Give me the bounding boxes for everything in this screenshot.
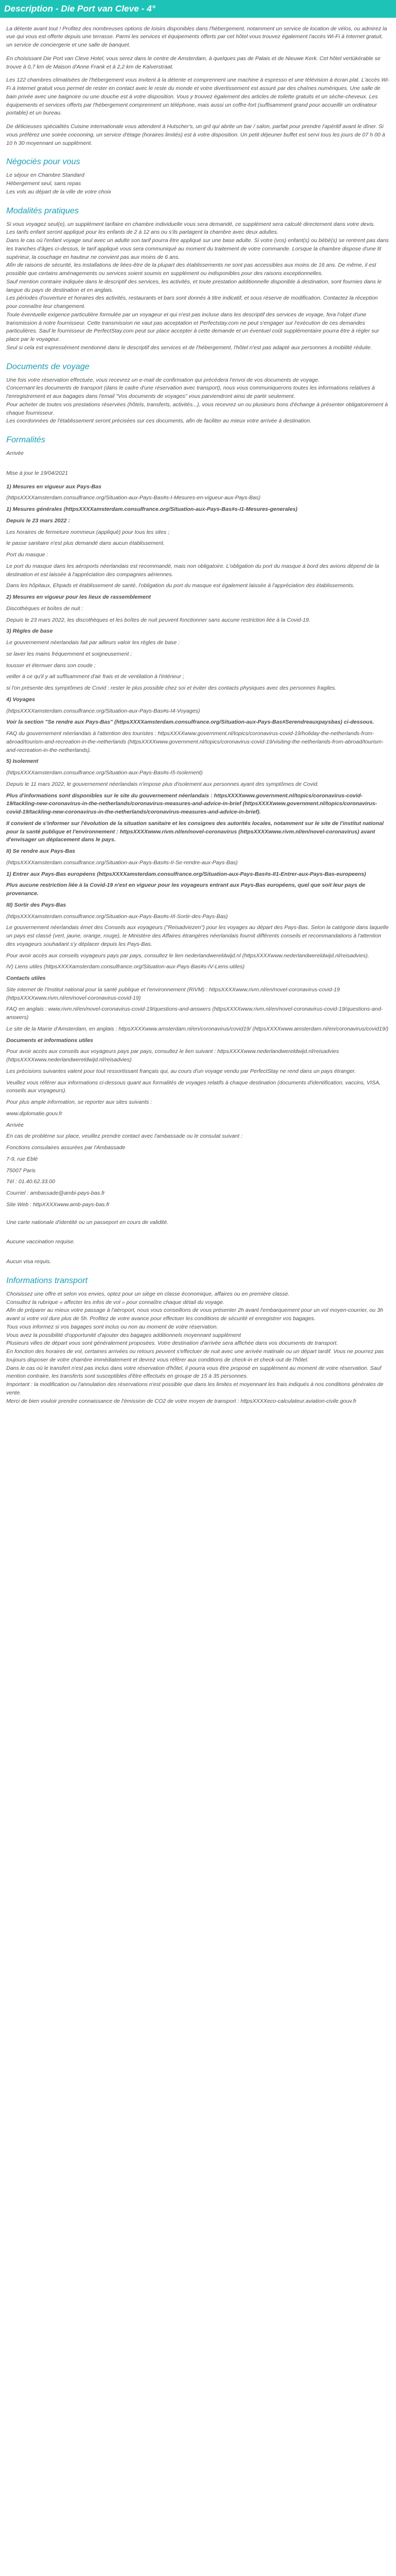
formalites-item: (httpsXXXXamsterdam.consulfrance.org/Situation-aux-Pays-Bas#s-I5-Isolement) (6, 770, 203, 776)
formalites-item: tousser et éternuer dans son coude ; (6, 662, 96, 669)
modalites-line: Seul si cela est expressément mentionné dans le descriptif des services et de l'hébergement, l'hôtel n'est pas adapté aux personnes à mobilité réduite. (6, 344, 372, 351)
description-section (6, 25, 390, 148)
transport-line: Plusieurs villes de départ vous sont généralement proposées. Votre destination d'arrivée sera affichée dans vos documents de transport. (6, 1340, 338, 1347)
transport-line: Important : la modification ou l'annulation des réservations n'est possible que dans les limites et moyennant les frais indiqués à nos conditions générales de vente. (6, 1381, 383, 1396)
formalites-item: Discothèques et boîtes de nuit : (6, 605, 84, 612)
formalites-item: 1) Mesures en vigueur aux Pays-Bas (6, 483, 102, 490)
documents-line: Une fois votre réservation effectuée, vous recevrez un e-mail de confirmation qui précédera l'envoi de vos documents de voyage. (6, 376, 320, 383)
formalites-item: (httpsXXXXamsterdam.consulfrance.org/Situation-aux-Pays-Bas#s-II-Se-rendre-aux-Pays-Bas) (6, 859, 238, 866)
documents-heading: Documents de voyage (6, 362, 90, 371)
formalites-item: Port du masque : (6, 552, 48, 558)
documents-line: Pour acheter de toutes vos prestations réservées (hôtels, transferts, activités...), vous recevrez un ou plusieurs bons d'échange à présenter obligatoirement à chaque fournisseur. (6, 401, 388, 416)
transport-line: Choisissez une offre et selon vos envies, optez pour un siège en classe économique, affaires ou en première classe. (6, 1290, 290, 1297)
formalites-item: IV) Liens utiles (httpsXXXXamsterdam.consulfrance.org/Situation-aux-Pays-Bas#s-IV-Liens-utiles) (6, 964, 244, 970)
formalites-item: Les horaires de fermeture nommeux (appliqué) pour tous les sites ; (6, 529, 170, 535)
formalites-visa: Aucun visa requis. (6, 1258, 51, 1265)
modalites-line: Sauf mention contraire indiquée dans le descriptif des services, les activités, et toute prestation additionnelle disponible à destination, sont fournies dans le langue du pays de destination et en anglais. (6, 278, 382, 293)
formalites-item: Fonctions consulaires assurées par l'Ambassade (6, 1144, 125, 1151)
formalites-item: si l'on présente des symptômes de Covid : rester le plus possible chez soi et éviter des contacts physiques avec des personnes fragiles. (6, 685, 336, 691)
documents-line: Les coordonnées de l'établissement seront précisées sur ces documents, afin de faciliter au mieux votre arrivée à destination. (6, 418, 311, 425)
transport-line: Consultez la rubrique « affecter les infos de vol » pour connaître chaque détail du voyage. (6, 1299, 225, 1306)
transport-heading: Informations transport (6, 1276, 88, 1285)
formalites-item: 1) Entrer aux Pays-Bas européens (httpsXXXXamsterdam.consulfrance.org/Situation-aux-Pays-Bas#s-II1-Entrer-aux-Pays-Bas-europeens) (6, 871, 366, 877)
negotiated-section (6, 156, 390, 196)
formalites-item: veiller à ce qu'il y ait suffisamment d'air frais et de ventilation à l'intérieur ; (6, 673, 184, 680)
formalites-identity: Une carte nationale d'identité ou un passeport en cours de validité. (6, 1219, 169, 1226)
formalites-section (6, 434, 390, 1266)
formalites-item: 5) Isolement (6, 758, 39, 765)
transport-section (6, 1275, 390, 1406)
formalites-item: www.diplomatie.gouv.fr (6, 1110, 63, 1117)
formalites-item: 3) Règles de base (6, 628, 53, 635)
formalites-intro: Arrivée (6, 450, 24, 456)
formalites-item: En cas de problème sur place, veuillez prendre contact avec l'ambassade ou le consulat suivant : (6, 1133, 243, 1140)
formalites-item: Tél : 01.40.62.33.00 (6, 1178, 55, 1185)
formalites-item: Plus d'informations sont disponibles sur le site du gouvernement néerlandais : httpsXXXXwww.government.nl/topics/coronavirus-covid-19/tackling-new-coronavirus-in-the-netherlands/coronavirus-measures-and-advice-in-brief (httpsXXXXwww.government.nl/topics/coronavirus-covid-19/tackling-new-coronavirus-in-the-netherlands/coronavirus-measures-and-advice-in-brief). (6, 792, 377, 815)
modalites-section (6, 205, 390, 352)
modalites-line: Toute éventuelle exigence particulière formulée par un voyageur et qui n'est pas incluse dans les descriptif des services de voyage, fera l'objet d'une transmission à notre fournisseur. Cette transmission ne vaut pas acceptation et Perfectstay.com ne peut s'engager sur l'exécution de ces demandes particulières. Sauf le fournisseur de PerfectStay.com peut sur place accepter à cette demande et un éventuel coût supplémentaire pourra être à régler sur place par le voyageur. (6, 311, 379, 342)
description-paragraph: De délicieuses spécialités Cuisine internationale vous attendent à Hutscher's, un gril qui abrite un bar / salon, parfait pour prendre l'apéritif avant le dîner. Si vous préférez une soirée cocooning, un service d'étage (horaires limités) est à votre disposition. Un petit déjeuner buffet est servi tous les jours de 07 h 00 à 10 h 30 moyennant un supplément. (6, 123, 386, 146)
description-paragraph: La détente avant tout ! Profitez des nombreuses options de loisirs disponibles dans l'hébergement, notamment un service de location de vélos, ou admirez la vue qui vous est offerte depuis une terrasse. Parmi les services et équipements offerts par cet hôtel vous trouvez également l'accès Wi-Fi à Internet gratuit, un service de conciergerie et une salle de banquet. (6, 25, 387, 48)
formalites-item: Veuillez vous référer aux informations ci-dessous quant aux formalités de voyages relatifs à chaque destination (documents d'identification, vaccins, VISA, conseils aux voyageurs). (6, 1079, 381, 1094)
documents-line: Concernant les documents de transport (dans le cadre d'une réservation avec transport), nous vous communiquerons toutes les informations relatives à l'enregistrement et aux bagages dans l'email "Vos documents de voyages" vous parviendront ainsi de partir seulement. (6, 385, 375, 399)
transport-line: Vous avez la possibilité d'opportunité d'ajouter des bagages additionnels moyennant supplément (6, 1332, 241, 1338)
formalites-items (6, 483, 390, 1209)
formalites-item: (httpsXXXXamsterdam.consulfrance.org/Situation-aux-Pays-Bas#s-III-Sortir-des-Pays-Bas) (6, 913, 228, 920)
formalites-item: FAQ en anglais : www.rivm.nl/en/novel-coronavirus-covid-19/questions-and-answers (httpsXXXXwww.rivm.nl/en/novel-coronavirus-covid-19/questions-and-answers) (6, 1006, 383, 1021)
formalites-item: Arrivée (6, 1121, 24, 1128)
formalites-heading: Formalités (6, 436, 45, 444)
formalites-vaccine: Aucune vaccination requise. (6, 1239, 75, 1245)
formalites-item: Les précisions suivantes valent pour tout ressortissant français qui, au cours d'un voyage vendu par PerfectStay ne rend dans un pays étranger. (6, 1068, 356, 1074)
negotiated-line: Le séjour en Chambre Standard (6, 172, 85, 179)
formalites-item: Depuis le 11 mars 2022, le gouvernement néerlandais n'impose plus d'isolement aux personnes ayant des symptômes de Covid. (6, 781, 319, 787)
formalites-item: (httpsXXXXamsterdam.consulfrance.org/Situation-aux-Pays-Bas#s-I-Mesures-en-vigueur-aux-Pays-Bas) (6, 495, 261, 501)
transport-line: En fonction des horaires de vol, certaines arrivées ou retours peuvent s'effectuer de nuit avec une arrivée matinale ou un départ tardif. Vous ne pourrez pas toujours disposer de votre chambre immédiatement et devrez vous référer aux conditions de check-in et check-out de l'hôtel. (6, 1348, 384, 1363)
formalites-update: Mise à jour le 19/04/2021 (6, 470, 68, 476)
formalites-item: Dans les hôpitaux, Ehpads et établissement de santé, l'obligation du port du masque est également laissée à l'appréciation des établissements. (6, 582, 355, 589)
formalites-item: Courriel : ambassade@ambi-pays-bas.fr (6, 1190, 105, 1196)
modalites-heading: Modalités pratiques (6, 206, 79, 215)
formalites-item: Plus aucune restriction liée à la Covid-19 n'est en vigueur pour les voyageurs entrant aux Pays-Bas européens, quel que soit leur pays de provenance. (6, 882, 365, 897)
formalites-item: Pour avoir accès aux conseils aux voyageurs pays par pays, consultez le lien suivant : httpsXXXXwww.nederlandwereldwijd.nl/reisadvies (httpsXXXXwww.nederlandwereldwijd.nl/reisadvies) (6, 1048, 339, 1063)
documents-section (6, 361, 390, 426)
formalites-item: FAQ du gouvernement néerlandais à l'attention des touristes : httpsXXXXwww.government.nl/topics/coronavirus-covid-19/holiday-the-netherlands-from-abroad/tourism-and-recreation-in-the-netherlands (httpsXXXXwww.government.nl/topics/coronavirus-covid-19/visiting-the-netherlands-from-abroad/tourism-and-recreation-in-the-netherlands). (6, 730, 383, 753)
formalites-item: 75007 Paris (6, 1167, 36, 1174)
formalites-item: Site Web : httpXXXXwww.amb-pays-bas.fr (6, 1201, 110, 1208)
description-paragraph: Les 122 chambres climatisées de l'hébergement vous invitent à la détente et comprennent une machine à espresso et une télévision à écran plat. L'accès Wi-Fi à Internet gratuit vous permet de rester en contact avec le reste du monde et votre divertissement est assuré par des chaînes numériques. Une salle de bain privée avec une baignoire ou une douche est à votre disposition. Vous y trouvez également des articles de toilette gratuits et un sèche-cheveux. Les équipements et services offerts par l'hébergement comprennent un téléphone, mais aussi un coffre-fort (suffisamment grand pour accueillir un ordinateur portable) et un bureau. (6, 77, 390, 117)
formalites-item: III) Sortir des Pays-Bas (6, 901, 66, 908)
formalites-item: Le site de la Mairie d'Amsterdam, en anglais : httpsXXXXwww.amsterdam.nl/en/coronavirus/covid19/ (httpsXXXXwww.amsterdam.nl/en/coronavirus/covid19/) (6, 1025, 389, 1032)
formalites-item: (httpsXXXXamsterdam.consulfrance.org/Situation-aux-Pays-Bas#s-I4-Voyages) (6, 707, 200, 714)
formalites-item: Pour avoir accès aux conseils voyageurs pays par pays, consultez le lien nederlandwereldwijd.nl (httpsXXXXwww.nederlandwereldwijd.nl/reisadvies). (6, 952, 369, 959)
modalites-line: Afin de raisons de sécurité, les installations de liées-être de la plupart des établissements ne sont pas accessibles aux moins de 16 ans. De même, il est possible que certains aménagements ou services soient soumis en supplément ou indisponibles pour des raisons exceptionnelles. (6, 262, 376, 277)
formalites-item: 7-9, rue Eblé (6, 1155, 38, 1162)
transport-line: Tous vous informez si vos bagages sont inclus ou non au moment de votre réservation. (6, 1323, 218, 1330)
transport-line: Afin de préparer au mieux votre passage à l'aéroport, nous vous conseillons de vous présenter 2h avant l'embarquement pour un vol moyen-courrier, ou 3h avant si votre vol dure plus de 5h. Profitez de votre avance pour effectuer les conditions de sécurité et enregistrer vos bagages. (6, 1307, 383, 1322)
formalites-item: Le gouvernement néerlandais fait par ailleurs valoir les règles de base : (6, 639, 180, 646)
formalites-item: Site internet de l'Institut national pour la santé publique et l'environnement (RIVM) : httpsXXXXwww.rivm.nl/en/novel-coronavirus-covid-19 (httpsXXXXwww.rivm.nl/en/novel-coronavirus-covid-19) (6, 986, 340, 1001)
formalites-item: Pour plus ample information, se reporter aux sites suivants : (6, 1099, 152, 1105)
transport-line: Merci de bien vouloir prendre connaissance de l'émission de CO2 de votre moyen de transport : httpsXXXXeco-calculateur.aviation-civile.gouv.fr (6, 1398, 357, 1404)
formalites-item: II) Se rendre aux Pays-Bas (6, 848, 75, 854)
formalites-item: 2) Mesures en vigueur pour les lieux de rassemblement (6, 594, 151, 600)
modalites-line: Dans le cas où l'enfant voyage seul avec un adulte son tarif pourra être appliqué sur une base adulte. Si votre (vos) enfant(s) ou bébé(s) se rentrent pas dans les tranches d'âges ci-dessus, le tarif appliqué vous sera communiqué au moment du traitement de votre commande. Lorsque la chambre dispose d'une lit supérieur, la couchage en hauteur ne convient pas aux moins de 6 ans. (6, 237, 389, 260)
formalites-item: Depuis le 23 mars 2022, les discothèques et les boîtes de nuit peuvent fonctionner sans aucune restriction liée à la Covid-19. (6, 616, 310, 623)
formalites-item: 1) Mesures générales (httpsXXXXamsterdam.consulfrance.org/Situation-aux-Pays-Bas#s-I1-Mesures-generales) (6, 506, 298, 512)
formalites-item: Le gouvernement néerlandais émet des Conseils aux voyageurs ("Reisadviezen") pour les voyages au départ des Pays-Bas. Selon la catégorie dans laquelle un pays est classé (vert, jaune, orange, rouge), le Ministère des Affaires étrangères néerlandais fournit différents conseils et recommandations à l'attention des voyageurs souhaitant s'y déplacer depuis les Pays-Bas. (6, 924, 389, 947)
formalites-item: 4) Voyages (6, 696, 36, 703)
formalites-item: Contacts utiles (6, 975, 46, 981)
negotiated-line: Hébergement seul, sans repas (6, 180, 81, 187)
formalites-item: Voir la section "Se rendre aux Pays-Bas" (httpsXXXXamsterdam.consulfrance.org/Situation-aux-Pays-Bas#Serendreauxpaysbas) ci-dessous. (6, 719, 374, 726)
modalites-line: Les tarifs enfant seront appliqué pour les enfants de 2 à 12 ans ou s'ils partagent la chambre avec deux adultes. (6, 229, 278, 236)
page-title: Description - Die Port van Cleve - 4° (0, 0, 396, 18)
formalites-item: Documents et informations utiles (6, 1037, 94, 1044)
formalites-item: le passe sanitaire n'est plus demandé dans aucun établissement. (6, 540, 165, 547)
description-paragraph: En choisissant Die Port van Cleve Hotel, vous serez dans le centre de Amsterdam, à quelques pas de Palais et de Nieuwe Kerk. Cet hôtel vertùkérable se trouve à 0,7 km de Maison d'Anne Frank et à 2,2 km de Kalverstraat. (6, 55, 381, 70)
formalites-item: se laver les mains fréquemment et soigneusement ; (6, 650, 132, 657)
negotiated-line: Les vols au départ de la ville de votre choix (6, 188, 111, 195)
transport-line: Dans le cas où le transfert n'est pas inclus dans votre réservation d'hôtel, il pourra vous être proposé en supplément au moment de votre réservation. Sauf mention contraire, les transferts sont susceptibles d'être effectués en groupe de 15 à 35 personnes. (6, 1365, 381, 1380)
modalites-line: Si vous voyagez seul(e), un supplément tarifaire en chambre individuelle vous sera demandé, ce supplément sera calculé directement dans votre devis. (6, 221, 375, 227)
formalites-item: Il convient de s'informer sur l'évolution de la situation sanitaire et les consignes des autorités locales, notamment sur le site de l'institut national pour la santé publique et l'environnement : httpsXXXXwww.rivm.nl/en/novel-coronavirus (httpsXXXXwww.rivm.nl/en/novel-coronavirus) avant d'envisager un déplacement dans le pays. (6, 820, 384, 843)
negotiated-heading: Négociés pour vous (6, 157, 80, 167)
formalites-item: Le port du masque dans les aéroports néerlandais est recommandé, mais non obligatoire. L'obligation du port du masque à bord des avions dépend de la destination et est laissée à l'appréciation des compagnies aériennes. (6, 563, 379, 578)
formalites-item: Depuis le 23 mars 2022 : (6, 517, 70, 524)
modalites-line: Les périodes d'ouverture et horaires des activités, restaurants et bars sont donnés à titre indicatif, et sous réserve de modification. Contactez la réception pour connaître leur changement. (6, 295, 378, 310)
